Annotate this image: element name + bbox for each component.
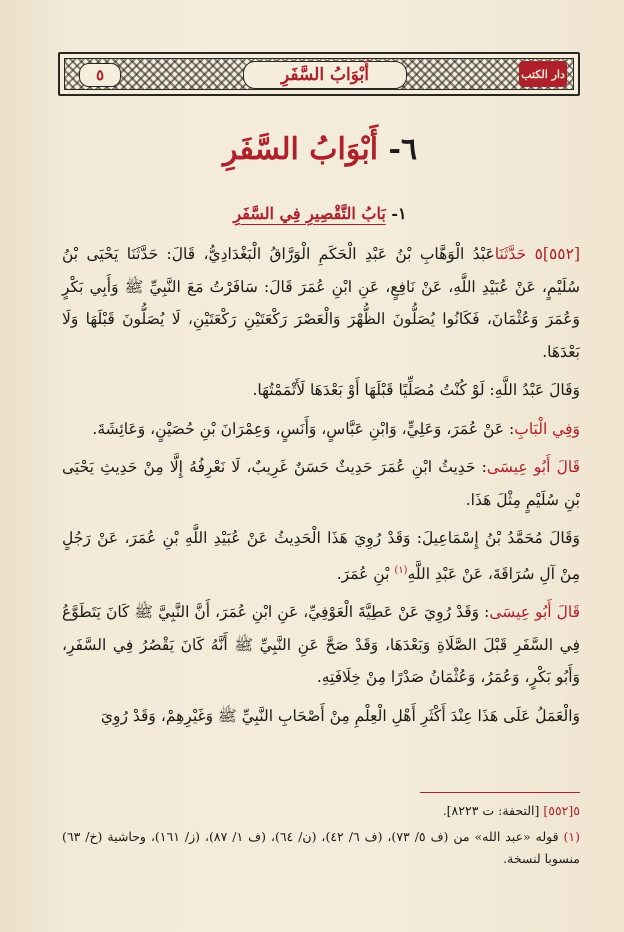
chapter-number: ٦-	[388, 132, 418, 167]
running-title: أَبْوَابُ السَّفَرِ	[281, 65, 369, 85]
page-number-box	[79, 63, 121, 87]
abu-isa-text-2: : وَقَدْ رُوِيَ عَنْ عَطِيَّةَ الْعَوْفِيِّ، عَنِ ابْنِ عُمَرَ، أَنَّ النَّبِيَّ ﷺ كَانَ يَتَطَوَّعُ فِي السَّفَرِ قَبْلَ الصَّلَاةِ وَبَعْدَهَا، وَقَدْ صَحَّ عَنِ النَّبِيِّ ﷺ أَنَّهُ كَانَ يَقْصُرُ فِي السَّفَرِ، وَأَبُو بَكْرٍ، وَعُمَرُ، وَعُثْمَانُ صَدْرًا مِنْ خِلَافَتِهِ.	[62, 603, 580, 687]
paragraph-abdullah	[62, 374, 580, 407]
hadith-number: [٥٥٢]٥	[534, 245, 580, 263]
page-number: ٥	[95, 66, 105, 84]
chapter-name: أَبْوَابُ السَّفَرِ	[222, 132, 379, 167]
abu-isa-lead-1: قَالَ أَبُو عِيسَى	[486, 458, 580, 476]
footnote-tuhfa-text: [التحفة: ت ٨٢٢٣].	[442, 803, 540, 818]
header-ornament	[64, 58, 574, 90]
paragraph-abu-isa-1	[62, 451, 580, 516]
hadith-text: عَبْدُ الْوَهَّابِ بْنُ عَبْدِ الْحَكَمِ الْوَرَّاقُ الْبَغْدَادِيُّ، قَالَ: حَدَّثَنَا يَحْيَى بْنُ سُلَيْمٍ، عَنْ عُبَيْدِ اللَّهِ، عَنْ نَافِعٍ، عَنِ ابْنِ عُمَرَ قَالَ: سَافَرْتُ مَعَ النَّبِيِّ ﷺ وَأَبِي بَكْرٍ وَعُمَرَ وَعُثْمَانَ، فَكَانُوا يُصَلُّونَ الظُّهْرَ وَالْعَصْرَ رَكْعَتَيْنِ رَكْعَتَيْنِ، لَا يُصَلُّونَ قَبْلَهَا وَلَا بَعْدَهَا.	[62, 245, 580, 361]
footnote-1-number: (١)	[563, 829, 581, 844]
fil-bab-lead: وَفِي الْبَابِ	[514, 419, 580, 438]
footnote-tuhfa	[62, 800, 580, 822]
muhammad-ismail-end: بْنِ عُمَرَ.	[336, 564, 390, 583]
main-text	[62, 238, 580, 738]
section-title	[60, 204, 580, 223]
paragraph-muhammad-ismail	[62, 522, 580, 590]
section-number: ١-	[391, 204, 407, 223]
amal-text: وَالْعَمَلُ عَلَى هَذَا عِنْدَ أَكْثَرِ أَهْلِ الْعِلْمِ مِنْ أَصْحَابِ النَّبِيِّ ﷺ وَغَيْرِهِمْ، وَقَدْ رُوِيَ	[100, 706, 580, 725]
abu-isa-text-1: : حَدِيثُ ابْنِ عُمَرَ حَدِيثٌ حَسَنٌ غَرِيبٌ، لَا نَعْرِفُهُ إِلَّا مِنْ حَدِيثِ يَحْيَى بْنِ سُلَيْمٍ مِثْلَ هَذَا.	[62, 458, 580, 509]
header-cartouche	[243, 61, 407, 89]
abu-isa-lead-2: قَالَ أَبُو عِيسَى	[489, 603, 580, 622]
muhammad-ismail-text: وَقَالَ مُحَمَّدُ بْنُ إِسْمَاعِيلَ: وَقَدْ رُوِيَ هَذَا الْحَدِيثُ عَنْ عُبَيْدِ اللَّهِ بْنِ عُمَرَ، عَنْ رَجُلٍ مِنْ آلِ سُرَاقَةَ، عَنْ عَبْدِ اللَّهِ	[62, 529, 580, 583]
footnotes	[62, 800, 580, 874]
section-name: بَابُ التَّقْصِيرِ فِي السَّفَرِ	[233, 204, 386, 223]
page-header	[58, 52, 580, 96]
footnote-divider	[420, 792, 580, 793]
footnote-1	[62, 826, 580, 870]
footnote-1-text: قوله «عبد الله» من (ف ٥/ ٧٣)، (ف ٦/ ٤٢)، (ن/ ٦٤)، (ف ١/ ٨٧)، (ز/ ١٦١)، وحاشية (خ/ ٦٣) منسوبا لنسخة.	[62, 829, 580, 866]
paragraph-amal	[62, 700, 580, 733]
footnote-ref[interactable]: (١)	[394, 564, 408, 576]
footnote-tuhfa-number: ٥[٥٥٢]	[543, 803, 580, 818]
hadith-paragraph	[62, 238, 580, 368]
paragraph-abu-isa-2	[62, 596, 580, 694]
paragraph-fil-bab	[62, 413, 580, 446]
fil-bab-text: : عَنْ عُمَرَ، وَعَلِيٍّ، وَابْنِ عَبَّاسٍ، وَأَنَسٍ، وَعِمْرَانَ بْنِ حُصَيْنٍ، وَعَائِشَةَ.	[92, 419, 515, 438]
paragraph-abdullah-text: وَقَالَ عَبْدُ اللَّهِ: لَوْ كُنْتُ مُصَلِّيًا قَبْلَهَا أَوْ بَعْدَهَا لَأَتْمَمْتُهَا.	[252, 381, 580, 399]
hadith-lead: حَدَّثَنَا	[494, 245, 527, 263]
publisher-logo	[519, 61, 567, 87]
publisher-logo-text: دار الكتب	[521, 67, 565, 81]
chapter-title	[60, 132, 580, 167]
